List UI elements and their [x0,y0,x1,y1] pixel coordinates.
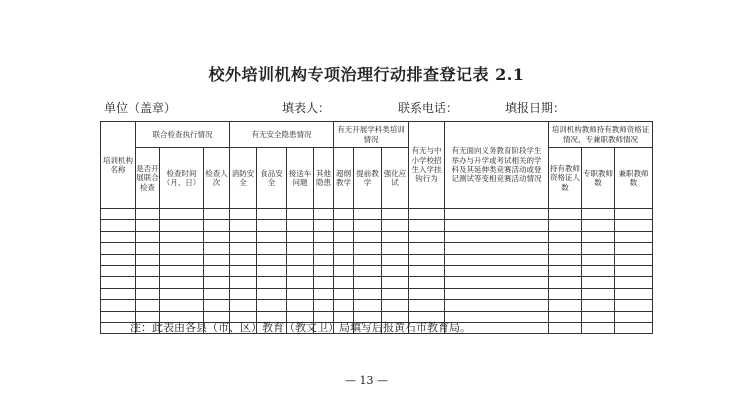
table-cell[interactable] [160,209,204,220]
table-cell[interactable] [204,243,230,254]
table-cell[interactable] [354,254,382,265]
table-cell[interactable] [354,288,382,299]
header-joint-conducted: 是否开展联合检查 [136,148,160,209]
table-cell[interactable] [160,277,204,288]
header-parttime-teachers: 兼职教师数 [615,148,653,209]
table-cell[interactable] [287,277,314,288]
table-cell[interactable] [204,300,230,311]
table-cell[interactable] [160,300,204,311]
table-cell[interactable] [230,288,257,299]
header-row-sub [101,148,653,209]
filler-field-label: 填表人： [282,101,331,115]
table-cell[interactable] [230,277,257,288]
table-cell[interactable] [334,209,354,220]
table-cell[interactable] [582,265,615,276]
table-cell[interactable] [204,220,230,231]
table-cell[interactable] [101,209,136,220]
table-cell[interactable] [409,277,445,288]
table-cell[interactable] [287,220,314,231]
footnote: 注：此表由各县（市、区）教育（教文卫）局填写后报黄石市教育局。 [130,321,471,334]
table-cell[interactable] [549,300,582,311]
header-other-hazards: 其他隐患 [314,148,334,209]
table-cell[interactable] [615,288,653,299]
table-cell[interactable] [445,243,549,254]
table-cell[interactable] [409,254,445,265]
table-cell[interactable] [382,300,409,311]
table-cell[interactable] [615,231,653,242]
table-cell[interactable] [354,277,382,288]
table-cell[interactable] [287,288,314,299]
header-admission-link: 有无与中小学校招生入学挂钩行为 [409,122,445,209]
table-cell[interactable] [615,322,653,333]
table-cell[interactable] [160,254,204,265]
table-cell[interactable] [204,209,230,220]
table-cell[interactable] [445,288,549,299]
table-cell[interactable] [136,277,160,288]
table-cell[interactable] [549,311,582,322]
table-cell[interactable] [204,265,230,276]
table-cell[interactable] [445,209,549,220]
table-cell[interactable] [409,231,445,242]
unit-field-label: 单位（盖章） [104,101,177,115]
table-cell[interactable] [257,220,287,231]
table-cell[interactable] [615,220,653,231]
table-cell[interactable] [204,231,230,242]
table-cell[interactable] [582,300,615,311]
table-cell[interactable] [549,322,582,333]
table-cell[interactable] [314,265,334,276]
table-cell[interactable] [445,265,549,276]
header-fire-safety: 消防安全 [230,148,257,209]
table-row [101,243,653,254]
table-cell[interactable] [160,265,204,276]
header-teacher-qualification: 培训机构教师持有教师资格证情况、专兼职教师情况 [549,122,653,148]
phone-field-label: 联系电话： [398,101,459,115]
table-cell[interactable] [354,231,382,242]
table-cell[interactable] [409,288,445,299]
table-cell[interactable] [257,300,287,311]
table-cell[interactable] [136,220,160,231]
table-cell[interactable] [101,254,136,265]
table-cell[interactable] [445,300,549,311]
table-row [101,277,653,288]
table-cell[interactable] [136,254,160,265]
table-cell[interactable] [257,254,287,265]
table-cell[interactable] [582,209,615,220]
table-cell[interactable] [582,311,615,322]
table-cell[interactable] [549,243,582,254]
table-cell[interactable] [382,265,409,276]
table-cell[interactable] [230,265,257,276]
table-cell[interactable] [257,209,287,220]
table-cell[interactable] [230,243,257,254]
table-cell[interactable] [314,231,334,242]
table-cell[interactable] [445,231,549,242]
table-cell[interactable] [160,231,204,242]
table-cell[interactable] [582,322,615,333]
table-cell[interactable] [287,265,314,276]
table-row [101,254,653,265]
table-cell[interactable] [445,254,549,265]
table-cell[interactable] [204,254,230,265]
table-cell[interactable] [136,300,160,311]
table-cell[interactable] [549,277,582,288]
table-cell[interactable] [160,220,204,231]
table-cell[interactable] [334,220,354,231]
table-cell[interactable] [287,243,314,254]
table-cell[interactable] [230,220,257,231]
table-cell[interactable] [160,243,204,254]
table-cell[interactable] [230,209,257,220]
table-cell[interactable] [314,300,334,311]
table-cell[interactable] [582,243,615,254]
table-cell[interactable] [334,243,354,254]
table-cell[interactable] [204,277,230,288]
table-cell[interactable] [136,243,160,254]
table-cell[interactable] [615,311,653,322]
header-joint-count: 检查人次 [204,148,230,209]
table-cell[interactable] [314,288,334,299]
table-cell[interactable] [582,254,615,265]
table-cell[interactable] [354,243,382,254]
table-cell[interactable] [382,220,409,231]
table-cell[interactable] [582,277,615,288]
table-cell[interactable] [409,220,445,231]
header-safety-hazards: 有无安全隐患情况 [230,122,334,148]
table-cell[interactable] [615,209,653,220]
table-cell[interactable] [136,209,160,220]
table-cell[interactable] [549,231,582,242]
table-cell[interactable] [101,231,136,242]
table-cell[interactable] [257,231,287,242]
table-cell[interactable] [230,300,257,311]
table-cell[interactable] [549,209,582,220]
header-beyond-syllabus: 超纲教学 [334,148,354,209]
table-cell[interactable] [615,277,653,288]
table-cell[interactable] [101,265,136,276]
header-competition: 有无面向义务教育阶段学生举办与升学或考试相关的学科及其延伸类竞赛活动或登记测试等变相竞赛活动情况 [445,122,549,209]
table-cell[interactable] [314,209,334,220]
header-joint-date: 检查时间（月、日） [160,148,204,209]
table-cell[interactable] [314,243,334,254]
table-cell[interactable] [382,243,409,254]
table-cell[interactable] [287,254,314,265]
table-row [101,220,653,231]
table-cell[interactable] [549,220,582,231]
header-exam-oriented: 强化应试 [382,148,409,209]
table-cell[interactable] [101,220,136,231]
table-cell[interactable] [582,220,615,231]
table-cell[interactable] [382,254,409,265]
table-cell[interactable] [334,254,354,265]
table-cell[interactable] [334,277,354,288]
table-cell[interactable] [257,243,287,254]
table-row [101,265,653,276]
table-cell[interactable] [615,300,653,311]
table-cell[interactable] [582,288,615,299]
table-cell[interactable] [354,300,382,311]
table-cell[interactable] [334,300,354,311]
table-cell[interactable] [382,209,409,220]
table-cell[interactable] [615,265,653,276]
table-cell[interactable] [409,300,445,311]
table-cell[interactable] [101,277,136,288]
table-row [101,209,653,220]
table-body [101,209,653,334]
header-subject-training: 有无开展学科类培训情况 [334,122,409,148]
header-certified-teachers: 持有教师资格证人数 [549,148,582,209]
form-title: 校外培训机构专项治理行动排查登记表 2.1 [208,65,525,84]
table-cell[interactable] [445,277,549,288]
table-cell[interactable] [382,277,409,288]
table-cell[interactable] [204,288,230,299]
header-food-safety: 食品安全 [257,148,287,209]
table-cell[interactable] [314,277,334,288]
table-cell[interactable] [549,254,582,265]
table-cell[interactable] [334,288,354,299]
table-cell[interactable] [334,265,354,276]
registration-table [100,121,653,334]
table-cell[interactable] [409,265,445,276]
header-org-name: 培训机构名称 [101,122,136,209]
table-cell[interactable] [549,265,582,276]
table-cell[interactable] [257,277,287,288]
table-cell[interactable] [287,231,314,242]
table-cell[interactable] [101,288,136,299]
table-cell[interactable] [101,300,136,311]
table-cell[interactable] [549,288,582,299]
table-cell[interactable] [257,288,287,299]
table-cell[interactable] [257,265,287,276]
table-row [101,300,653,311]
table-row [101,288,653,299]
table-cell[interactable] [615,254,653,265]
table-cell[interactable] [615,243,653,254]
table-cell[interactable] [287,300,314,311]
table-cell[interactable] [314,254,334,265]
table-cell[interactable] [445,220,549,231]
table-cell[interactable] [136,288,160,299]
table-cell[interactable] [160,288,204,299]
table-cell[interactable] [334,231,354,242]
page-number: — 13 — [345,374,388,387]
header-advance-teaching: 提前教学 [354,148,382,209]
table-cell[interactable] [136,265,160,276]
table-cell[interactable] [136,231,160,242]
header-row-groups [101,122,653,148]
table-cell[interactable] [354,209,382,220]
table-row [101,231,653,242]
header-shuttle-bus: 接送车问题 [287,148,314,209]
table-cell[interactable] [230,231,257,242]
table-cell[interactable] [314,220,334,231]
table-cell[interactable] [287,209,314,220]
header-fulltime-teachers: 专职教师数 [582,148,615,209]
table-cell[interactable] [230,254,257,265]
table-cell[interactable] [582,231,615,242]
table-cell[interactable] [354,220,382,231]
table-cell[interactable] [101,243,136,254]
date-field-label: 填报日期： [505,101,566,115]
table-cell[interactable] [354,265,382,276]
header-joint-inspection: 联合检查执行情况 [136,122,230,148]
table-cell[interactable] [409,209,445,220]
table-cell[interactable] [409,243,445,254]
table-cell[interactable] [382,231,409,242]
table-cell[interactable] [382,288,409,299]
